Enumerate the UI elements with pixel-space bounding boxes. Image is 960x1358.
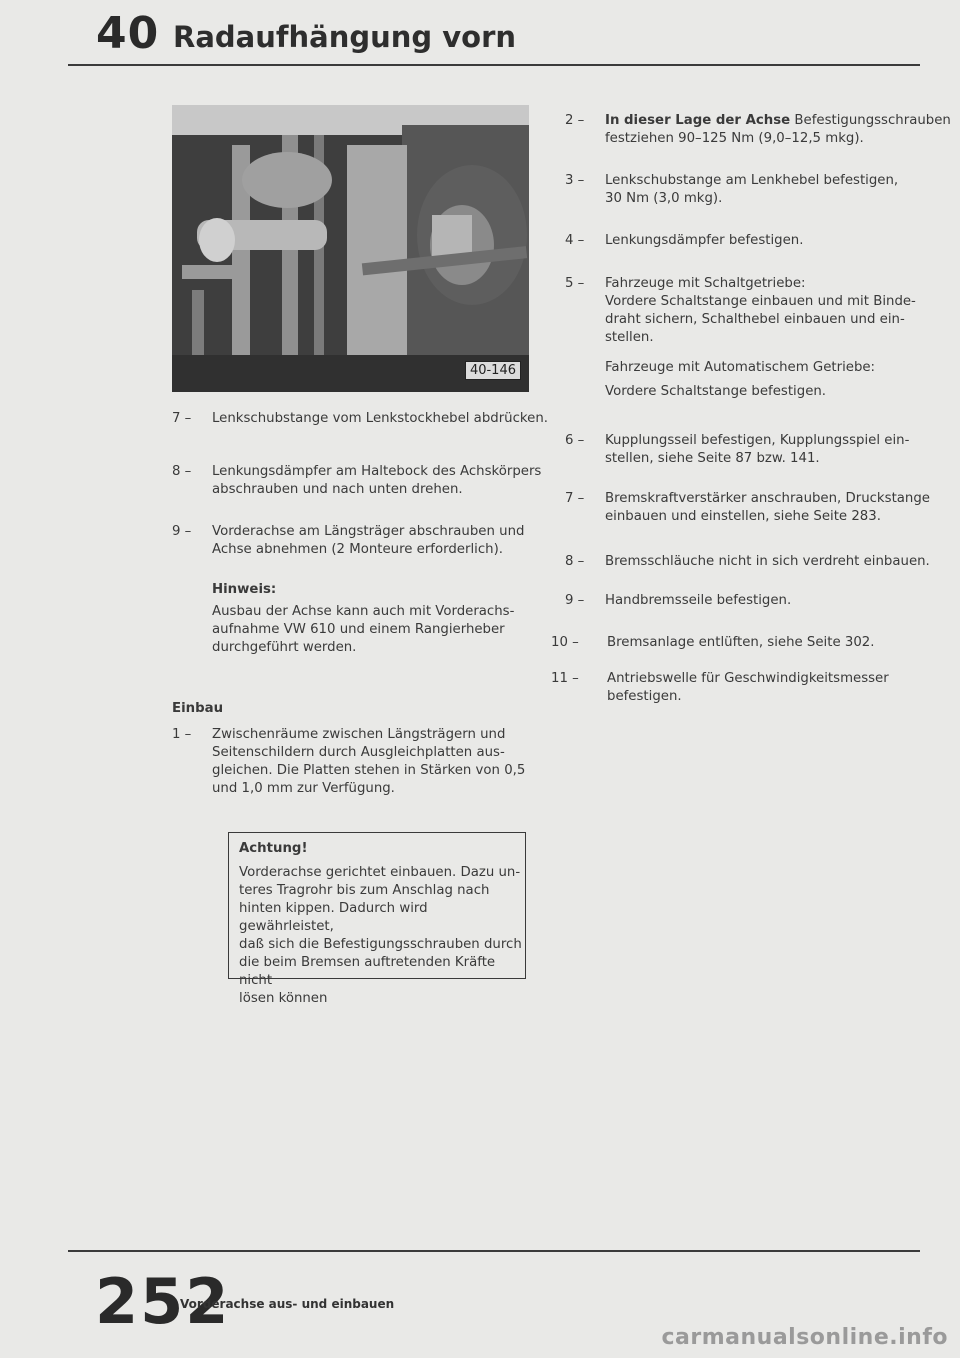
step-line — [605, 112, 951, 130]
step-number: 9 – — [565, 593, 585, 608]
page-number: 252 — [95, 1265, 231, 1338]
footer-title: Vorderachse aus- und einbauen — [180, 1297, 395, 1311]
warning-line: teres Tragrohr bis zum Anschlag nach — [239, 883, 490, 898]
warning-line: daß sich die Befestigungsschrauben durch — [239, 937, 522, 952]
step-line: festziehen 90–125 Nm (9,0–12,5 mkg). — [605, 131, 864, 146]
step-line: draht sichern, Schalthebel einbauen und ein- — [605, 312, 905, 327]
note-text — [212, 603, 514, 657]
step-line: Bremskraftverstärker anschrauben, Druckstange — [605, 491, 930, 506]
warning-text — [239, 864, 523, 1008]
step-line: Seitenschildern durch Ausgleichplatten aus- — [212, 745, 505, 760]
step-text — [212, 463, 541, 499]
warning-line: die beim Bremsen auftretenden Kräfte nicht — [239, 955, 496, 988]
warning-line: hinten kippen. Dadurch wird gewährleistet, — [239, 901, 428, 934]
step-text — [605, 112, 951, 148]
step-line: gleichen. Die Platten stehen in Stärken von 0,5 — [212, 763, 526, 778]
step-line: Lenkungsdämpfer am Haltebock des Achskörpers — [212, 464, 542, 479]
step-line: einbauen und einstellen, siehe Seite 283. — [605, 509, 881, 524]
note-line: durchgeführt werden. — [212, 640, 357, 655]
step-number: 7 – — [172, 411, 192, 426]
warning-line: Vorderachse gerichtet einbauen. Dazu un- — [239, 865, 521, 880]
note-line: aufnahme VW 610 und einem Rangierheber — [212, 622, 505, 637]
page-title: Radaufhängung vorn — [173, 20, 517, 54]
step-number: 2 – — [565, 113, 585, 128]
step-number: 10 – — [551, 635, 579, 650]
header-rule — [68, 64, 920, 66]
step-text — [605, 490, 930, 526]
step-text — [607, 670, 889, 706]
warning-title: Achtung! — [239, 841, 308, 856]
step-text: Bremsanlage entlüften, siehe Seite 302. — [607, 635, 875, 650]
step-number: 6 – — [565, 433, 585, 448]
step-line: Fahrzeuge mit Automatischem Getriebe: — [605, 360, 876, 375]
step-number: 7 – — [565, 491, 585, 506]
step-number: 4 – — [565, 233, 585, 248]
figure-id: 40-146 — [465, 361, 521, 380]
step-number: 8 – — [565, 554, 585, 569]
step-number: 5 – — [565, 276, 585, 291]
step-line: Fahrzeuge mit Schaltgetriebe: — [605, 276, 806, 291]
note-line: Ausbau der Achse kann auch mit Vorderachs- — [212, 604, 515, 619]
watermark: carmanualsonline.info — [661, 1325, 948, 1350]
warning-box — [228, 832, 526, 1006]
step-line: Antriebswelle für Geschwindigkeitsmesser — [607, 671, 889, 686]
section-heading-einbau: Einbau — [172, 701, 224, 716]
step-text — [605, 432, 909, 468]
step-emphasis: In dieser Lage der Achse — [605, 113, 791, 128]
step-line: 30 Nm (3,0 mkg). — [605, 191, 723, 206]
step-number: 11 – — [551, 671, 579, 686]
step-line: Vordere Schaltstange befestigen. — [605, 384, 827, 399]
step-line: Vorderachse am Längsträger abschrauben und — [212, 524, 525, 539]
step-line: Kupplungsseil befestigen, Kupplungsspiel ein- — [605, 433, 910, 448]
step-line: befestigen. — [607, 689, 682, 704]
step-line: Zwischenräume zwischen Längsträgern und — [212, 727, 506, 742]
footer-rule — [68, 1250, 920, 1252]
step-line: und 1,0 mm zur Verfügung. — [212, 781, 395, 796]
step-text: Bremsschläuche nicht in sich verdreht einbauen. — [605, 554, 930, 569]
step-line: Lenkschubstange am Lenkhebel befestigen, — [605, 173, 899, 188]
suspension-photo — [172, 105, 529, 392]
warning-line: lösen können — [239, 991, 328, 1006]
step-text — [212, 523, 524, 559]
step-text — [212, 726, 525, 798]
step-text: Lenkschubstange vom Lenkstockhebel abdrücken. — [212, 411, 548, 426]
suspension-photo-drawing — [172, 105, 529, 392]
chapter-number: 40 — [96, 8, 160, 59]
step-text — [605, 172, 898, 208]
step-number: 3 – — [565, 173, 585, 188]
step-text — [605, 275, 916, 401]
step-line: Achse abnehmen (2 Monteure erforderlich). — [212, 542, 503, 557]
step-line: stellen, siehe Seite 87 bzw. 141. — [605, 451, 820, 466]
step-number: 8 – — [172, 464, 192, 479]
step-line: stellen. — [605, 330, 654, 345]
step-number: 1 – — [172, 727, 192, 742]
step-line: Vordere Schaltstange einbauen und mit Binde- — [605, 294, 916, 309]
step-text: Lenkungsdämpfer befestigen. — [605, 233, 804, 248]
step-number: 9 – — [172, 524, 192, 539]
step-line: abschrauben und nach unten drehen. — [212, 482, 463, 497]
step-line-rest: Befestigungsschrauben — [790, 113, 951, 128]
note-title: Hinweis: — [212, 582, 277, 597]
step-text: Handbremsseile befestigen. — [605, 593, 792, 608]
